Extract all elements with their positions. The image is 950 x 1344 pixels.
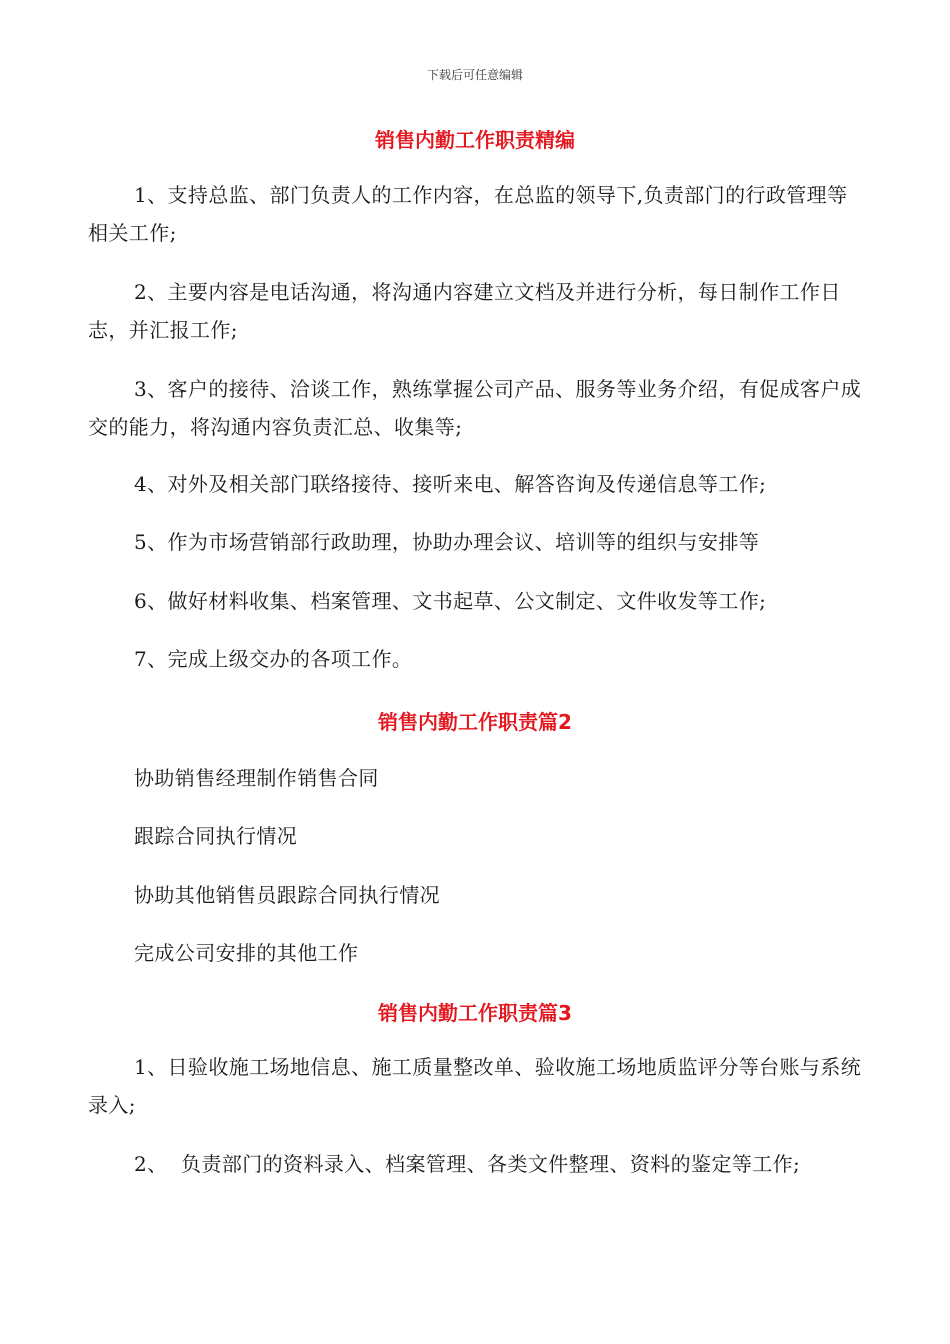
- list-item: 跟踪合同执行情况: [134, 824, 298, 848]
- section-heading: 销售内勤工作职责篇2: [378, 710, 572, 734]
- paragraph: 5、作为市场营销部行政助理，协助办理会议、培训等的组织与安排等: [134, 530, 760, 554]
- paragraph: 4、对外及相关部门联络接待、接听来电、解答咨询及传递信息等工作;: [134, 472, 767, 496]
- paragraph: 2、主要内容是电话沟通，将沟通内容建立文档及并进行分析，每日制作工作日志，并汇报工作;: [88, 280, 841, 342]
- list-item: 协助其他销售员跟踪合同执行情况: [134, 883, 440, 907]
- list-item: 完成公司安排的其他工作: [134, 941, 359, 965]
- header-note: 下载后可任意编辑: [426, 68, 523, 82]
- paragraph: 6、做好材料收集、档案管理、文书起草、公文制定、文件收发等工作;: [134, 589, 767, 613]
- paragraph: 7、完成上级交办的各项工作。: [134, 647, 413, 671]
- paragraph: 1、支持总监、部门负责人的工作内容，在总监的领导下,负责部门的行政管理等相关工作;: [88, 183, 848, 245]
- paragraph: 2、 负责部门的资料录入、档案管理、各类文件整理、资料的鉴定等工作;: [134, 1152, 801, 1176]
- section-heading: 销售内勤工作职责篇3: [378, 1001, 572, 1025]
- list-item: 协助销售经理制作销售合同: [134, 766, 379, 790]
- paragraph: 1、日验收施工场地信息、施工质量整改单、验收施工场地质监评分等台账与系统录入;: [88, 1055, 862, 1117]
- section-heading: 销售内勤工作职责精编: [375, 128, 575, 152]
- paragraph: 3、客户的接待、洽谈工作，熟练掌握公司产品、服务等业务介绍，有促成客户成交的能力，将沟通内容负责汇总、收集等;: [88, 377, 862, 439]
